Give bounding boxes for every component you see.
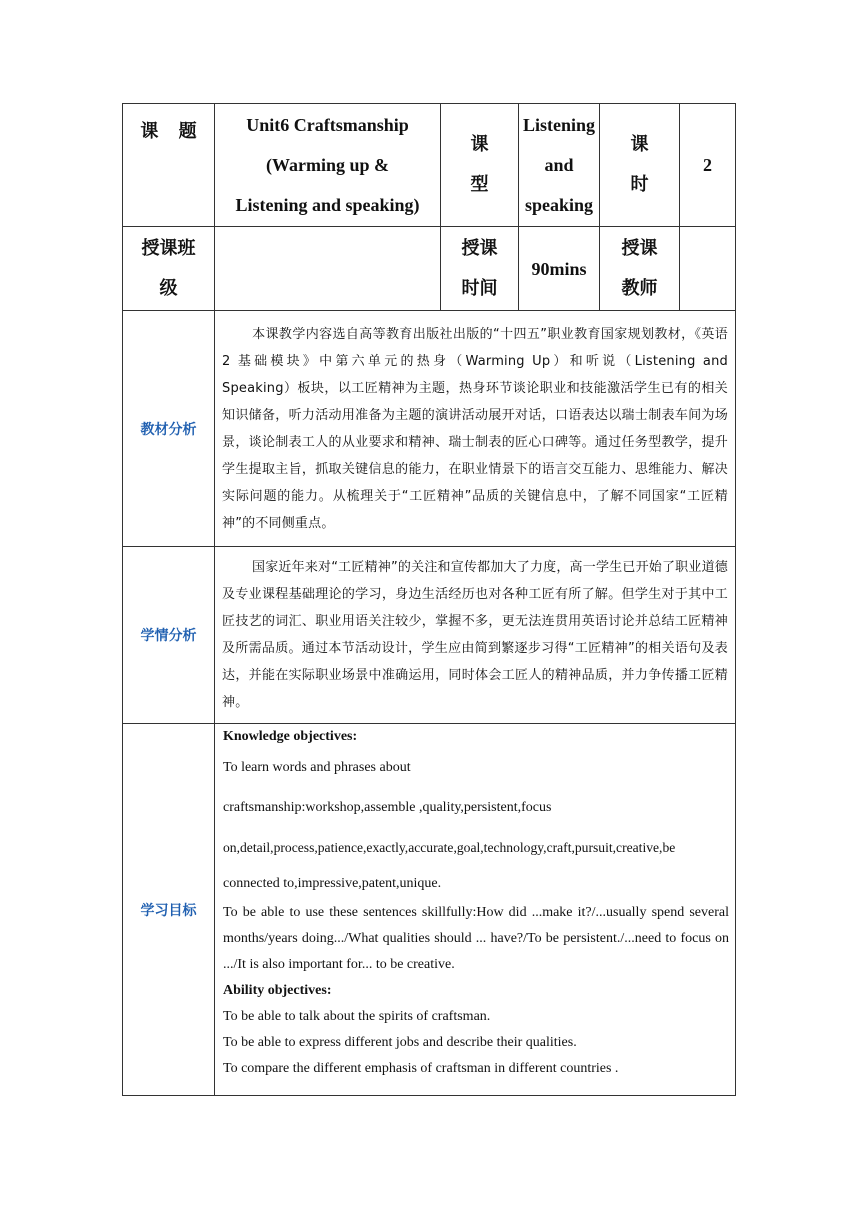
objectives-label: 学习目标 xyxy=(140,902,197,919)
objectives-row xyxy=(123,724,736,1096)
topic-line-2: (Warming up & xyxy=(265,155,389,175)
knowledge-heading: Knowledge objectives: xyxy=(223,729,358,744)
objectives-label-cell xyxy=(123,724,215,1096)
time-value-cell xyxy=(519,227,600,311)
knowledge-line-1: To learn words and phrases about xyxy=(223,760,411,775)
class-label-2: 级 xyxy=(159,277,178,299)
learner-analysis-text-cell xyxy=(215,547,736,724)
material-analysis-label: 教材分析 xyxy=(140,421,197,438)
class-value-cell xyxy=(215,227,441,311)
teacher-label-1: 授课 xyxy=(621,237,658,259)
ability-line-3: To compare the different emphasis of craftsman in different countries . xyxy=(223,1061,619,1076)
type-label-2: 型 xyxy=(470,174,489,195)
time-label-cell xyxy=(441,227,519,311)
teacher-label-2: 教师 xyxy=(621,277,658,299)
learner-analysis-label-cell xyxy=(123,547,215,724)
ability-heading: Ability objectives: xyxy=(223,983,332,998)
ability-line-1: To be able to talk about the spirits of craftsman. xyxy=(223,1009,491,1024)
topic-label: 课 题 xyxy=(140,121,197,142)
learner-analysis-label: 学情分析 xyxy=(140,628,197,644)
topic-line-3: Listening and speaking) xyxy=(235,195,420,215)
hours-value: 2 xyxy=(703,155,712,175)
material-analysis-text-cell xyxy=(215,311,736,547)
knowledge-line-4: connected to,impressive,patent,unique. xyxy=(223,876,442,891)
lesson-plan-table xyxy=(122,103,736,1096)
material-analysis-label-cell xyxy=(123,311,215,547)
topic-value-cell xyxy=(215,104,441,227)
learner-analysis-text: 国家近年来对“工匠精神”的关注和宣传都加大了力度，高一学生已开始了职业道德及专业课程基础理论的学习，身边生活经历也对各种工匠有所了解。但学生对于其中工匠技艺的词汇、职业用语关注较少，掌握不多，更无法连贯用英语讨论并总结工匠精神及所需品质。通过本节活动设计，学生应由简到繁逐步习得“工匠精神”的相关语句及表达，并能在实际职业场景中准确运用，同时体会工匠人的精神品质，并力争传播工匠精神。 xyxy=(222,560,728,710)
teacher-value-cell xyxy=(680,227,736,311)
type-label-1: 课 xyxy=(470,134,489,155)
objectives-text-cell xyxy=(215,724,736,1096)
type-label-cell xyxy=(441,104,519,227)
knowledge-line-2: craftsmanship:workshop,assemble ,quality,persistent,focus xyxy=(223,800,552,815)
header-row-class xyxy=(123,227,736,311)
type-value-1: Listening xyxy=(522,115,596,135)
topic-label-cell xyxy=(123,104,215,227)
topic-line-1: Unit6 Craftsmanship xyxy=(246,115,409,135)
material-analysis-text: 本课教学内容选自高等教育出版社出版的“十四五”职业教育国家规划教材，《英语2 基础模块》中第六单元的热身（Warming Up）和听说（Listening and Speaking）板块，以工匠精神为主题，热身环节谈论职业和技能激活学生已有的相关知识储备，听力活动用准备为主题的演讲活动展开对话，口语表达以瑞士制表车间为场景，谈论制表工人的从业要求和精神、瑞士制表的匠心口碑等。通过任务型教学，提升学生提取主旨，抓取关键信息的能力，在职业情景下的语言交互能力、思维能力、解决实际问题的能力。从梳理关于“工匠精神”品质的关键信息中，了解不同国家“工匠精神”的不同侧重点。 xyxy=(222,326,728,531)
hours-label-cell xyxy=(600,104,680,227)
class-label-cell xyxy=(123,227,215,311)
hours-value-cell xyxy=(680,104,736,227)
ability-line-2: To be able to express different jobs and describe their qualities. xyxy=(223,1035,577,1050)
type-value-cell xyxy=(519,104,600,227)
type-value-3: speaking xyxy=(524,195,594,215)
time-label-1: 授课 xyxy=(461,237,498,259)
teacher-label-cell xyxy=(600,227,680,311)
time-label-2: 时间 xyxy=(461,277,498,299)
hours-label-1: 课 xyxy=(630,134,649,155)
type-value-2: and xyxy=(544,155,574,175)
learner-analysis-row xyxy=(123,547,736,724)
header-row-topic xyxy=(123,104,736,227)
class-label-1: 授课班 xyxy=(141,237,196,259)
knowledge-sentences: To be able to use these sentences skillfully:How did ...make it?/...usually spend several months/years doing.../What qualities should ... have?/To be persistent./...need to focus on .../It is also important for... to be creative. xyxy=(223,905,729,972)
hours-label-2: 时 xyxy=(630,174,649,195)
knowledge-line-3: on,detail,process,patience,exactly,accurate,goal,technology,craft,pursuit,creative,be xyxy=(223,840,676,855)
time-value: 90mins xyxy=(531,258,587,279)
material-analysis-row xyxy=(123,311,736,547)
